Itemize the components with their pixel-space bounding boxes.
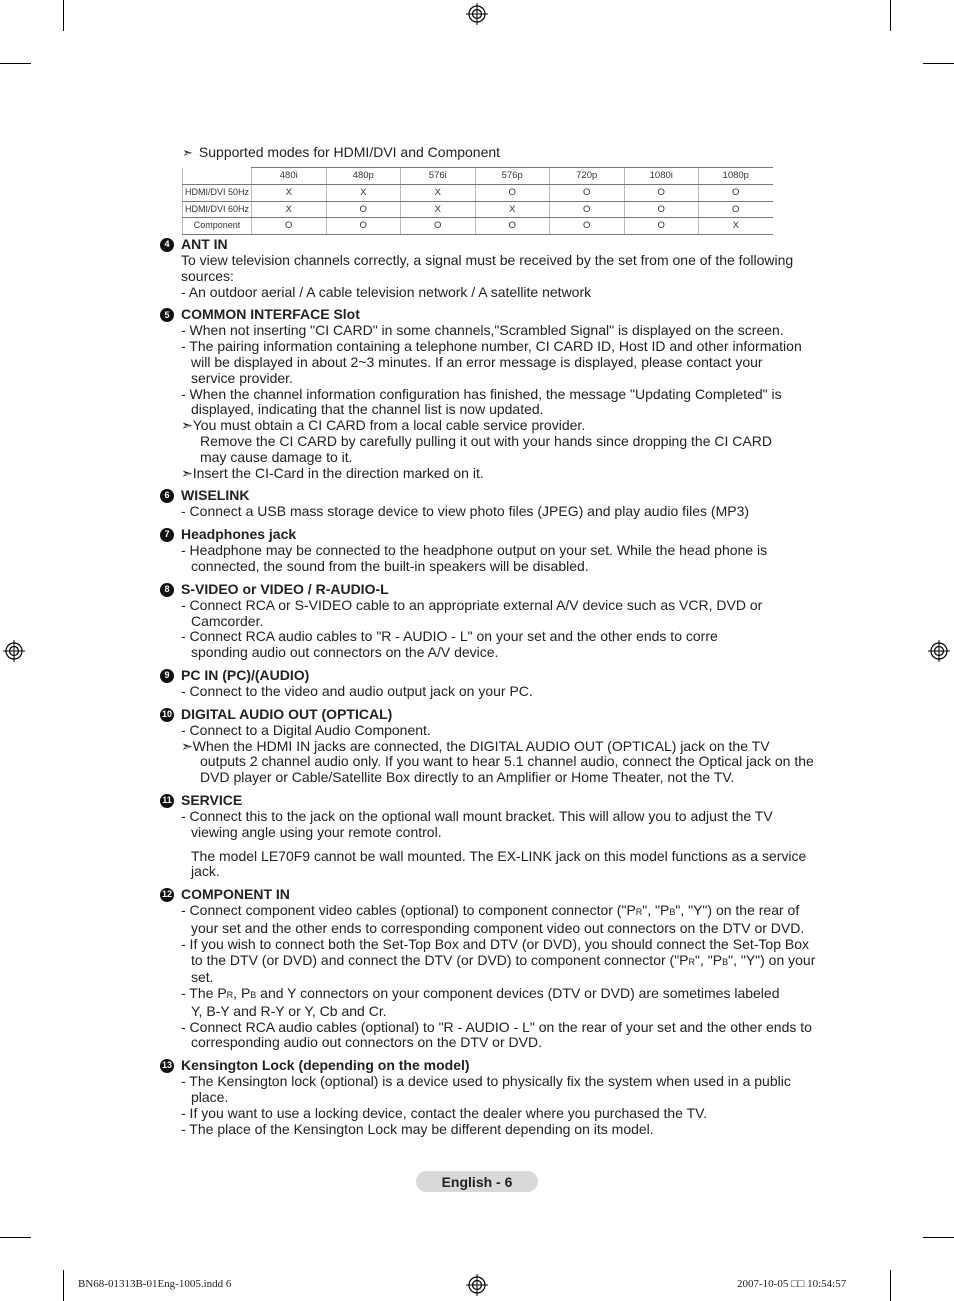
section-number-badge: 11 <box>160 794 174 808</box>
table-cell: O <box>252 218 327 235</box>
table-cell: X <box>475 201 550 218</box>
section-text-line: DVD player or Cable/Satellite Box directly to an Amplifier or Home Theater, not the TV. <box>200 769 735 786</box>
section-text-line: - Headphone may be connected to the headphone output on your set. While the head phone is <box>181 542 768 559</box>
table-cell: O <box>624 218 699 235</box>
section-text-line: - When the channel information configuration has finished, the message "Updating Completed" is <box>181 385 782 402</box>
page-number-badge: English - 6 <box>416 1171 538 1192</box>
section-5 <box>160 307 820 481</box>
crop-mark <box>63 1270 64 1301</box>
table-cell: O <box>401 218 476 235</box>
section-11 <box>160 793 820 880</box>
table-cell: O <box>550 201 625 218</box>
section-heading <box>160 307 820 323</box>
table-row <box>183 218 773 235</box>
table-row-label: Component <box>183 218 252 235</box>
table-cell: X <box>252 201 327 218</box>
date-slug: 2007-10-05 □□ 10:54:57 <box>737 1278 847 1290</box>
table-cell: X <box>401 201 476 218</box>
table-column-header: 720p <box>550 168 625 185</box>
section-text-line: - Connect to a Digital Audio Component. <box>181 721 431 738</box>
section-number-badge: 9 <box>160 669 174 683</box>
section-text-line: Y, B-Y and R-Y or Y, Cb and Cr. <box>191 1002 387 1019</box>
table-cell: O <box>475 218 550 235</box>
section-title: WISELINK <box>181 487 250 504</box>
note-arrow-icon: ➣ <box>182 145 193 160</box>
section-text-line: Remove the CI CARD by carefully pulling it out with your hands since dropping the CI CARD <box>200 432 772 449</box>
section-text-line: corresponding audio out connectors on the DTV or DVD. <box>191 1034 542 1051</box>
section-text-line: may cause damage to it. <box>200 448 353 465</box>
section-heading <box>160 707 820 723</box>
section-title: COMPONENT IN <box>181 886 290 903</box>
table-corner <box>183 168 252 185</box>
section-10 <box>160 707 820 786</box>
section-text-line: will be displayed in about 2~3 minutes. If an error message is displayed, please contact your <box>191 353 763 370</box>
section-13 <box>160 1058 820 1137</box>
crop-mark <box>923 63 954 64</box>
section-text-line: sources: <box>181 267 234 284</box>
section-heading <box>160 582 820 598</box>
table-cell: O <box>326 201 401 218</box>
section-text-line: service provider. <box>191 369 293 386</box>
table-row <box>183 184 773 201</box>
section-text-line: - Connect component video cables (optional) to component connector ("PR", "PB", "Y") on the rear of <box>181 902 800 919</box>
section-text-line: to the DTV (or DVD) and connect the DTV (or DVD) to component connector ("PR", "PB", "Y") on your <box>191 951 816 968</box>
section-text-line: - Connect to the video and audio output jack on your PC. <box>181 682 533 699</box>
section-heading <box>160 668 820 684</box>
section-number-badge: 4 <box>160 238 174 252</box>
table-cell: O <box>624 201 699 218</box>
table-cell: O <box>326 218 401 235</box>
section-text-line: - The PR, PB and Y connectors on your component devices (DTV or DVD) are sometimes labeled <box>181 985 780 1002</box>
table-header-row <box>183 168 773 185</box>
section-number-badge: 12 <box>160 888 174 902</box>
supported-modes-table <box>182 167 773 235</box>
section-number-badge: 10 <box>160 708 174 722</box>
crop-mark <box>923 1237 954 1238</box>
table-column-header: 480i <box>252 168 327 185</box>
table-cell: X <box>326 184 401 201</box>
registration-mark-icon <box>466 3 488 25</box>
section-number-badge: 13 <box>160 1059 174 1073</box>
crop-mark <box>63 0 64 31</box>
table-column-header: 1080p <box>699 168 773 185</box>
table-column-header: 480p <box>326 168 401 185</box>
section-text-line: - The pairing information containing a telephone number, CI CARD ID, Host ID and other information <box>181 338 802 355</box>
section-4 <box>160 237 820 300</box>
section-8 <box>160 582 820 661</box>
section-title: SERVICE <box>181 792 243 809</box>
section-number-badge: 6 <box>160 489 174 503</box>
section-text-line: ➣Insert the CI-Card in the direction marked on it. <box>181 464 484 481</box>
section-text-line: jack. <box>191 863 220 880</box>
table-cell: X <box>401 184 476 201</box>
section-number-badge: 8 <box>160 583 174 597</box>
section-text-line: - Connect RCA audio cables (optional) to "R - AUDIO - L" on the rear of your set and the other ends to <box>181 1018 812 1035</box>
note-text: Supported modes for HDMI/DVI and Component <box>198 144 501 160</box>
section-text-line: - The Kensington lock (optional) is a device used to physically fix the system when used in a public <box>181 1073 791 1090</box>
section-title: S-VIDEO or VIDEO / R-AUDIO-L <box>181 580 389 597</box>
table-cell: O <box>550 184 625 201</box>
section-text-line: To view television channels correctly, a signal must be received by the set from one of the following <box>181 252 794 268</box>
section-text-line: - Connect RCA audio cables to "R - AUDIO - L" on your set and the other ends to corre <box>181 628 718 645</box>
table-cell: O <box>624 184 699 201</box>
section-7 <box>160 527 820 575</box>
section-text-line: set. <box>191 969 214 986</box>
section-6 <box>160 488 820 520</box>
section-12 <box>160 887 820 1051</box>
file-slug: BN68-01313B-01Eng-1005.indd 6 <box>78 1278 232 1290</box>
crop-mark <box>890 1270 891 1301</box>
section-9 <box>160 668 820 700</box>
section-text-line: place. <box>191 1089 229 1106</box>
section-text-line: - If you want to use a locking device, contact the dealer where you purchased the TV. <box>181 1104 708 1121</box>
section-text-line: outputs 2 channel audio only. If you want to hear 5.1 channel audio, connect the Optical jack on the <box>200 753 814 770</box>
section-text-line: - When not inserting "CI CARD" in some channels,"Scrambled Signal" is displayed on the screen. <box>181 322 784 339</box>
table-cell: O <box>699 201 773 218</box>
section-text-line: sponding audio out connectors on the A/V device. <box>191 644 499 661</box>
section-title: PC IN (PC)/(AUDIO) <box>181 667 310 684</box>
registration-mark-icon <box>466 1274 488 1296</box>
section-text-line: your set and the other ends to corresponding component video out connectors on the DTV or DVD. <box>191 919 805 936</box>
section-number-badge: 7 <box>160 528 174 542</box>
section-text-line: - An outdoor aerial / A cable television network / A satellite network <box>181 283 592 300</box>
section-text-line: - The place of the Kensington Lock may be different depending on its model. <box>181 1120 654 1137</box>
table-column-header: 576i <box>401 168 476 185</box>
section-text-line: - Connect RCA or S-VIDEO cable to an appropriate external A/V device such as VCR, DVD or <box>181 596 763 613</box>
section-heading <box>160 1058 820 1074</box>
section-title: COMMON INTERFACE Slot <box>181 306 360 323</box>
section-heading <box>160 527 820 543</box>
section-number-badge: 5 <box>160 308 174 322</box>
section-text-line: connected, the sound from the built-in speakers will be disabled. <box>191 557 589 574</box>
table-column-header: 576p <box>475 168 550 185</box>
table-cell: X <box>252 184 327 201</box>
section-title: Headphones jack <box>181 526 297 543</box>
section-title: ANT IN <box>181 236 228 253</box>
section-heading <box>160 793 820 809</box>
section-heading <box>160 887 820 903</box>
section-title: Kensington Lock (depending on the model) <box>181 1057 470 1074</box>
section-text-line: viewing angle using your remote control. <box>191 823 442 840</box>
section-text-line: The model LE70F9 cannot be wall mounted. The EX-LINK jack on this model functions as a service <box>191 847 807 864</box>
table-row-label: HDMI/DVI 60Hz <box>183 201 252 218</box>
crop-mark <box>0 1237 31 1238</box>
section-text-line: Camcorder. <box>191 612 264 629</box>
table-cell: O <box>699 184 773 201</box>
crop-mark <box>890 0 891 31</box>
section-text-line: displayed, indicating that the channel list is now updated. <box>191 401 544 418</box>
section-title: DIGITAL AUDIO OUT (OPTICAL) <box>181 705 393 722</box>
table-cell: O <box>475 184 550 201</box>
registration-mark-icon <box>3 640 25 662</box>
table-cell: X <box>699 218 773 235</box>
table-cell: O <box>550 218 625 235</box>
connector-sections <box>160 237 820 1144</box>
table-row <box>183 201 773 218</box>
crop-mark <box>0 63 31 64</box>
table-column-header: 1080i <box>624 168 699 185</box>
section-heading <box>160 488 820 504</box>
section-text-line: ➣When the HDMI IN jacks are connected, the DIGITAL AUDIO OUT (OPTICAL) jack on the TV <box>181 737 770 754</box>
table-row-label: HDMI/DVI 50Hz <box>183 184 252 201</box>
section-text-line: - Connect this to the jack on the optional wall mount bracket. This will allow you to adjust the TV <box>181 807 773 824</box>
section-text-line: ➣You must obtain a CI CARD from a local cable service provider. <box>181 417 586 434</box>
registration-mark-icon <box>928 640 950 662</box>
section-text-line: - Connect a USB mass storage device to view photo files (JPEG) and play audio files (MP3) <box>181 503 750 520</box>
section-text-line: - If you wish to connect both the Set-Top Box and DTV (or DVD), you should connect the Set-Top Box <box>181 935 809 952</box>
section-heading <box>160 237 820 253</box>
supported-modes-note <box>182 145 500 161</box>
